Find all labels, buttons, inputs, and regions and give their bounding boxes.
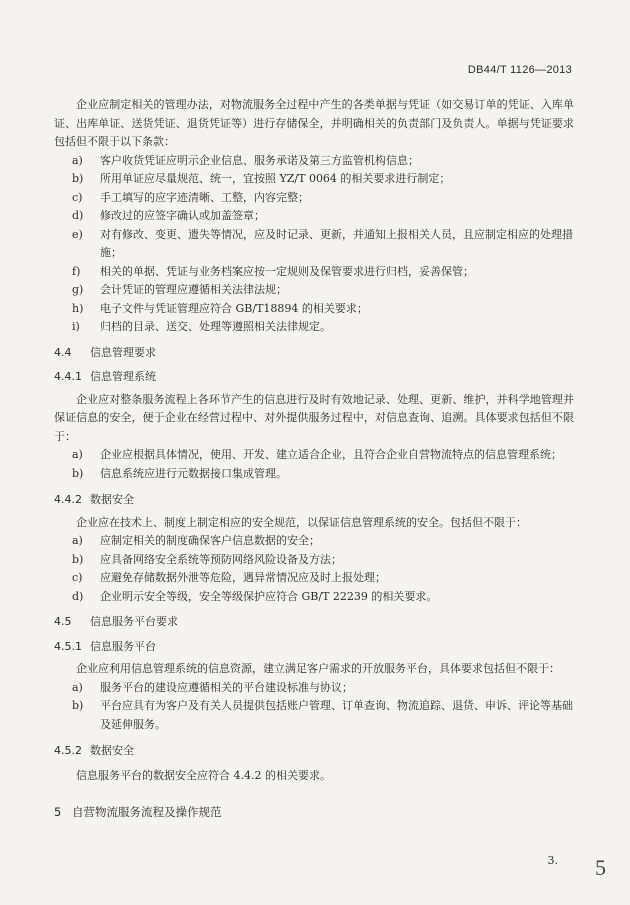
list-item (54, 697, 574, 734)
subsection-heading (54, 638, 574, 657)
paragraph: 企业应在技术上、制度上制定相应的安全规范，以保证信息管理系统的安全。包括但不限于： (76, 515, 527, 529)
subsection-heading (54, 368, 574, 387)
list-marker: i) (72, 320, 80, 333)
list-marker: c) (72, 190, 83, 204)
list-item-text: 相关的单据、凭证与业务档案应按一定规则及保管要求进行归档，妥善保管； (100, 264, 474, 278)
list-item-text: 企业明示安全等级，安全等级保护应符合 GB/T 22239 的相关要求。 (100, 589, 438, 603)
list-marker: b) (72, 172, 84, 185)
subsection-title: 信息管理系统 (90, 370, 156, 383)
subsection-title: 数据安全 (90, 493, 134, 506)
list-marker: f) (72, 264, 81, 278)
list-item (54, 465, 574, 484)
handwritten-page-number: 5 (595, 855, 606, 880)
list-item (54, 532, 574, 551)
section-number: 4.5 (54, 615, 72, 628)
list-item (54, 318, 574, 337)
section-title: 信息服务平台要求 (90, 615, 178, 628)
standard-code: DB44/T 1126—2013 (467, 64, 572, 76)
list-item (54, 263, 574, 282)
requirement-list (54, 679, 574, 735)
section-heading (54, 344, 574, 363)
document-body (54, 96, 574, 822)
list-marker: e) (72, 227, 83, 241)
list-item-text: 企业应根据具体情况，使用、开发、建立适合企业，且符合企业自营物流特点的信息管理系统； (100, 448, 562, 461)
list-item (54, 446, 574, 465)
section-heading (54, 613, 574, 632)
page-number: 3. (547, 854, 558, 867)
intro-paragraph: 企业应制定相关的管理办法，对物流服务全过程中产生的各类单据与凭证（如交易订单的凭证、入库单证、出库单证、送货凭证、退货凭证等）进行存储保全，并明确相关的负责部门及负责人。单据与凭证要求包括但不限于以下条款： (54, 98, 574, 148)
list-item-text: 电子文件与凭证管理应符合 GB/T18894 的相关要求； (100, 301, 368, 315)
list-item-text: 会计凭证的管理应遵循相关法律法规； (100, 283, 287, 296)
list-item (54, 588, 574, 607)
requirement-list (54, 446, 574, 483)
list-item (54, 569, 574, 588)
list-marker: a) (72, 153, 83, 167)
list-marker: h) (72, 301, 84, 315)
list-item-text: 归档的目录、送交、处理等遵照相关法律规定。 (100, 320, 331, 333)
subsection-title: 信息服务平台 (90, 639, 156, 653)
list-item-text: 平台应具有为客户及有关人员提供包括账户管理、订单查询、物流追踪、退货、申诉、评论等基础及延伸服务。 (100, 699, 573, 731)
list-marker: c) (72, 571, 83, 584)
subsection-number: 4.4.1 (54, 370, 82, 383)
paragraph: 信息服务平台的数据安全应符合 4.4.2 的相关要求。 (76, 768, 331, 782)
list-item (54, 281, 574, 300)
subsection-heading (54, 491, 574, 510)
list-item-text: 应具备网络安全系统等预防网络风险设备及方法； (100, 552, 342, 566)
section-number: 4.4 (54, 345, 72, 359)
list-item-text: 客户收货凭证应明示企业信息、服务承诺及第三方监管机构信息； (100, 153, 419, 167)
chapter-title: 自营物流服务流程及操作规范 (72, 805, 222, 819)
list-marker: a) (72, 680, 83, 694)
list-item-text: 对有修改、变更、遗失等情况，应及时记录、更新，并通知上报相关人员，且应制定相应的处理措施； (100, 227, 573, 259)
list-item-text: 所用单证应尽量规范、统一，宜按照 YZ/T 0064 的相关要求进行制定； (100, 172, 451, 185)
list-item (54, 207, 574, 226)
subsection-heading (54, 742, 574, 761)
list-item (54, 189, 574, 208)
list-marker: a) (72, 534, 83, 547)
list-item-text: 修改过的应签字确认或加盖签章； (100, 209, 265, 222)
section-title: 信息管理要求 (90, 345, 156, 359)
list-item (54, 679, 574, 698)
intro-list (54, 152, 574, 337)
list-item (54, 551, 574, 570)
list-item-text: 应避免存储数据外泄等危险，遇异常情况应及时上报处理； (100, 571, 386, 584)
subsection-number: 4.4.2 (54, 493, 82, 506)
list-marker: a) (72, 448, 83, 461)
list-marker: g) (72, 283, 84, 296)
list-marker: b) (72, 699, 84, 712)
list-item (54, 170, 574, 189)
chapter-heading (54, 803, 574, 822)
subsection-number: 4.5.1 (54, 639, 82, 653)
chapter-number: 5 (54, 805, 62, 819)
list-marker: d) (72, 589, 84, 603)
list-item (54, 300, 574, 319)
subsection-title: 数据安全 (90, 744, 134, 757)
list-marker: b) (72, 466, 84, 480)
subsection-number: 4.5.2 (54, 744, 82, 757)
requirement-list (54, 532, 574, 606)
list-item-text: 服务平台的建设应遵循相关的平台建设标准与协议； (100, 680, 353, 694)
list-item-text: 信息系统应进行元数据接口集成管理。 (100, 466, 287, 480)
list-item (54, 226, 574, 263)
list-marker: b) (72, 552, 84, 566)
list-marker: d) (72, 209, 84, 222)
list-item-text: 应制定相关的制度确保客户信息数据的安全； (100, 534, 320, 547)
paragraph: 企业应对整条服务流程上各环节产生的信息进行及时有效地记录、处理、更新、维护，并科学地管理并保证信息的安全，便于企业在经营过程中、对外提供服务过程中，对信息查询、追溯。具体要求包括但不限于： (54, 392, 574, 443)
paragraph: 企业应利用信息管理系统的信息资源，建立满足客户需求的开放服务平台，具体要求包括但不限于： (76, 662, 560, 675)
list-item-text: 手工填写的应字迹清晰、工整，内容完整； (100, 190, 309, 204)
list-item (54, 152, 574, 171)
